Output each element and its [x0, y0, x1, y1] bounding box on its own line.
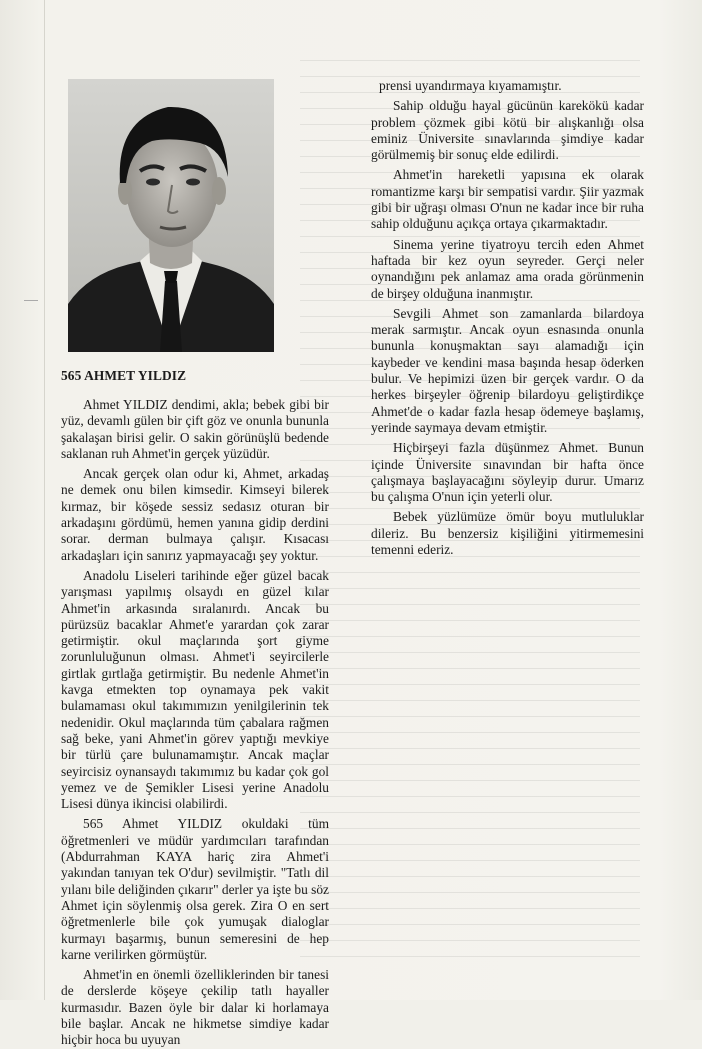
paragraph: Sinema yerine tiyatroyu tercih eden Ahmet haftada bir kez oyun seyreder. Gerçi neler oynandığını pek anlamaz ama orada görünmenin de birşey olduğuna inanmıştır.	[371, 236, 644, 301]
paragraph: Sevgili Ahmet son zamanlarda bilardoya merak sarmıştır. Ancak oyun esnasında onunla bununla konuşmaktan sayı alamadığı için kaybeder ve kendini masa başında hesap öderken bulur. Ve hepimizi üzen bir gerçek vardır. O da herkes birşeyler öğrenip bilardoyu geliştirdikçe Ahmet'de o kadar fazla hesap ödemeye başlamış, yerinde saymaya devam etmiştir.	[371, 305, 644, 435]
right-text-column	[371, 78, 644, 558]
paragraph: Ancak gerçek olan odur ki, Ahmet, arkadaş ne demek onu bilen kimsedir. Kimseyi bilerek kırmaz, bir köşede sessiz sedasız oturan bir arkadaşını gördümü, hemen yanına gidip derdini sorar. derman bulmaya çalışır. Kısacası arkadaşları için sanırız yapmayacağı şey yoktur.	[61, 466, 329, 563]
paragraph: Ahmet'in en önemli özelliklerinden bir tanesi de derslerde köşeye çekilip tatlı hayaller kurmasıdır. Bazen öyle bir dalar ki horlamaya bile başlar. Ancak ne hikmetse simdiye kadar hiçbir hoca bu uyuyan	[61, 967, 329, 1048]
paragraph: prensi uyandırmaya kıyamamıştır.	[379, 78, 562, 93]
paragraph: Ahmet YILDIZ dendimi, akla; bebek gibi bir yüz, devamlı gülen bir çift göz ve onunla bununla şakalaşan birisi gelir. O sakin görünüşlü bedende saklanan ruh Ahmet'in gerçek yüzüdür.	[61, 397, 329, 461]
paragraph: Bebek yüzlümüze ömür boyu mutluluklar dileriz. Bu benzersiz kişiliğini yitirmemesini temenni ederiz.	[371, 509, 644, 558]
paragraph: Sahip olduğu hayal gücünün karekökü kadar problem çözmek gibi kötü bir alışkanlığı olsa eminiz Üniversite sınavlarında şimdiye kadar görülmemiş bir sonuç elde edilirdi.	[371, 98, 644, 163]
margin-mark	[24, 300, 38, 301]
left-text-column	[61, 397, 329, 1049]
portrait-photo	[68, 79, 274, 352]
binding-shadow	[44, 0, 45, 1000]
paragraph: 565 Ahmet YILDIZ okuldaki tüm öğretmenleri ve müdür yardımcıları tarafından (Abdurrahman KAYA hariç zira Ahmet'i yakından tanıyan tek O'dur) sevilmiştir. "Tatlı dil yılanı bile deliğinden çıkarır" derler ya işte bu söz Ahmet için söylenmiş olsa gerek. Zira O en sert öğretmenlerle bile çok yumuşak dialoglar kurmayı başarmış, bunun semeresini de hep karne verilirken görmüştür.	[61, 816, 329, 962]
paragraph: Ahmet'in hareketli yapısına ek olarak romantizme karşı bir sempatisi vardır. Şiir yazmak gibi bir uğraşı olması O'nun ne kadar ince bir ruha sahip olduğunu açıkça ortaya çıkarmaktadır.	[371, 167, 644, 232]
student-name-heading: 565 AHMET YILDIZ	[61, 368, 187, 383]
paragraph: Hiçbirşeyi fazla düşünmez Ahmet. Bunun içinde Üniversite sınavından bir hafta önce çalışmaya başlayacağını söyleyip durur. Umarız bu çalışma O'nun için yeterli olur.	[371, 440, 644, 505]
paragraph: Anadolu Liseleri tarihinde eğer güzel bacak yarışması yapılmış olsaydı en güzel kılar Ahmet'in arkasında sıralanırdı. Ancak bu pürüzsüz bacaklar Ahmet'e yarardan çok zarar getirmiştir. okul maçlarında şort giyme zorunluluğunun olması. Ahmet'i seyircilerle girtlak gırtlağa getirmiştir. Bu nedenle Ahmet'in kavga etmekten top oynamaya pek vakit bulamaması okul takımımızın yenilgilerinin tek nedenidir. Okul maçlarında tüm çabalara rağmen sağ beke, yani Ahmet'in görev yaptığı mevkiye bir türlü çare bulunamamıştır. Ancak maçlar seyircisiz oynansaydı takımımız bu kadar çok gol yemez ve de Şemikler Lisesi yerine Anadolu Lisesi dünya ikincisi olabilirdi.	[61, 567, 329, 812]
